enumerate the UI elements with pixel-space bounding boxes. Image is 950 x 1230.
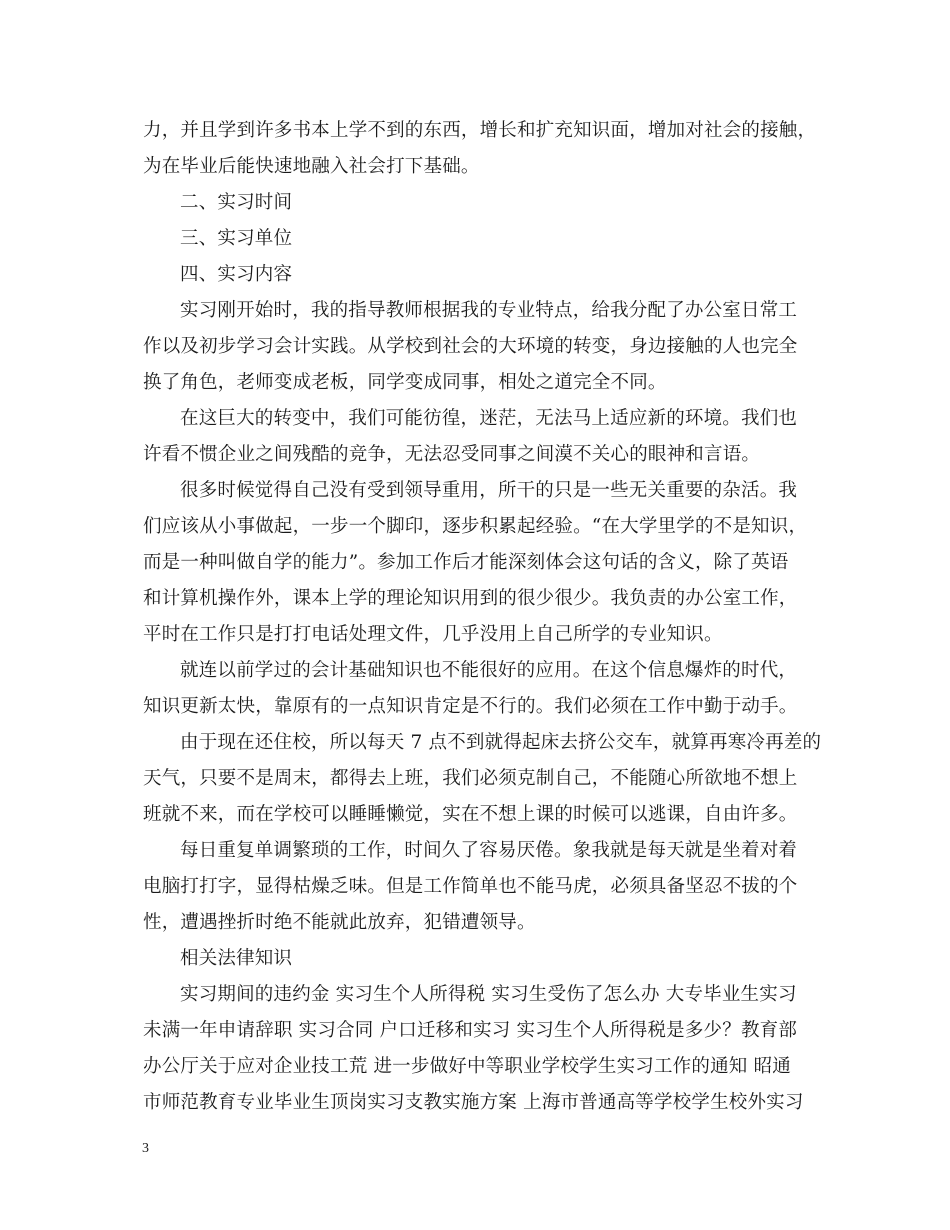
text-line: 而是一种叫做自学的能力”。参加工作后才能深刻体会这句话的含义，除了英语 xyxy=(143,552,789,573)
section-heading: 三、实习单位 xyxy=(180,228,293,249)
text-line: 天气，只要不是周末，都得去上班，我们必须克制自己，不能随心所欲地不想上 xyxy=(143,768,798,789)
text-line: 市师范教育专业毕业生顶岗实习支教实施方案 上海市普通高等学校学生校外实习 xyxy=(143,1092,804,1113)
page-number: 3 xyxy=(142,1141,149,1156)
paragraph-first-line: 由于现在还住校，所以每天 7 点不到就得起床去挤公交车，就算再寒冷再差的 xyxy=(180,732,822,753)
section-heading: 二、实习时间 xyxy=(180,192,293,213)
text-line: 为在毕业后能快速地融入社会打下基础。 xyxy=(143,156,480,177)
text-line: 性，遭遇挫折时绝不能就此放弃，犯错遭领导。 xyxy=(143,912,536,933)
text-line: 办公厅关于应对企业技工荒 进一步做好中等职业学校学生实习工作的通知 昭通 xyxy=(143,1056,791,1077)
text-line: 班就不来，而在学校可以睡睡懒觉，实在不想上课的时候可以逃课，自由许多。 xyxy=(143,804,798,825)
paragraph-first-line: 很多时候觉得自己没有受到领导重用，所干的只是一些无关重要的杂活。我 xyxy=(180,480,798,501)
text-line: 知识更新太快，靠原有的一点知识肯定是不行的。我们必须在工作中勤于动手。 xyxy=(143,696,798,717)
text-line: 力，并且学到许多书本上学不到的东西，增长和扩充知识面，增加对社会的接触， xyxy=(143,120,817,141)
paragraph-first-line: 实习刚开始时，我的指导教师根据我的专业特点，给我分配了办公室日常工 xyxy=(180,300,798,321)
text-line: 作以及初步学习会计实践。从学校到社会的大环境的转变，身边接触的人也完全 xyxy=(143,336,798,357)
text-line: 们应该从小事做起，一步一个脚印，逐步积累起经验。“在大学里学的不是知识， xyxy=(143,516,808,537)
section-heading: 四、实习内容 xyxy=(180,264,293,285)
text-line: 和计算机操作外，课本上学的理论知识用到的很少很少。我负责的办公室工作， xyxy=(143,588,798,609)
text-line: 电脑打打字，显得枯燥乏味。但是工作简单也不能马虎，必须具备坚忍不拔的个 xyxy=(143,876,798,897)
text-line: 平时在工作只是打打电话处理文件，几乎没用上自己所学的专业知识。 xyxy=(143,624,723,645)
text-line: 未满一年申请辞职 实习合同 户口迁移和实习 实习生个人所得税是多少？教育部 xyxy=(143,1020,798,1041)
paragraph-first-line: 每日重复单调繁琐的工作，时间久了容易厌倦。象我就是每天就是坐着对着 xyxy=(180,840,798,861)
paragraph-first-line: 就连以前学过的会计基础知识也不能很好的应用。在这个信息爆炸的时代， xyxy=(180,660,798,681)
text-line: 许看不惯企业之间残酷的竞争，无法忍受同事之间漠不关心的眼神和言语。 xyxy=(143,444,761,465)
text-line: 换了角色，老师变成老板，同学变成同事，相处之道完全不同。 xyxy=(143,372,667,393)
section-heading: 相关法律知识 xyxy=(180,948,293,969)
paragraph-first-line: 实习期间的违约金 实习生个人所得税 实习生受伤了怎么办 大专毕业生实习 xyxy=(180,984,797,1005)
paragraph-first-line: 在这巨大的转变中，我们可能彷徨，迷茫，无法马上适应新的环境。我们也 xyxy=(180,408,798,429)
